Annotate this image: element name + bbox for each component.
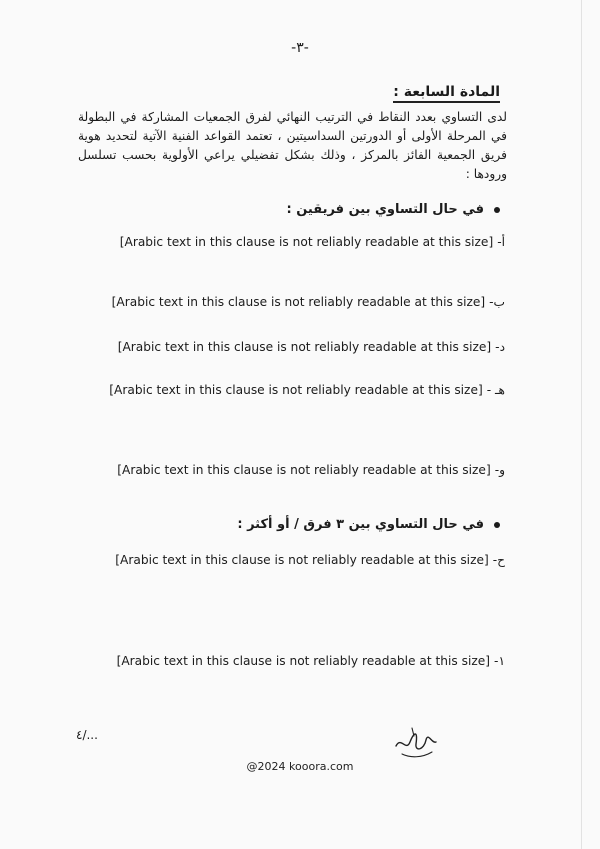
article-intro-paragraph: لدى التساوي بعدد النقاط في الترتيب النهائي لفرق الجمعيات المشاركة في البطولة في المرحلة الأولى أو الدورتين السداسيتين ، تعتمد القواعد الفنية الآتية لتحديد هوية فريق الجمعية الفائز بالمركز ، وذلك بشكل تفضيلي يراعي الأولوية بحسب تسلسل ورودها : bbox=[78, 110, 507, 181]
clause-marker: هـ - bbox=[486, 383, 505, 397]
page-number: -٣- bbox=[291, 40, 309, 56]
clause-alef bbox=[78, 233, 505, 251]
clause-text: [Arabic text in this clause is not reliably readable at this size] bbox=[111, 295, 486, 309]
watermark-text: @2024 kooora.com bbox=[246, 760, 354, 773]
section-heading-three-teams-text: في حال التساوي بين ٣ فرق / أو أكثر : bbox=[237, 517, 484, 532]
clause-marker: ١- bbox=[494, 654, 505, 668]
section-heading-two-teams bbox=[286, 202, 500, 217]
clause-marker: ب- bbox=[489, 295, 505, 309]
section-heading-two-teams-text: في حال التساوي بين فريقين : bbox=[286, 202, 484, 217]
clause-ha bbox=[78, 381, 505, 399]
bullet-icon bbox=[494, 522, 500, 528]
clause-marker: أ- bbox=[497, 235, 505, 249]
clause-marker: و- bbox=[494, 463, 505, 477]
clause-ba bbox=[78, 293, 505, 311]
clause-marker: د- bbox=[495, 340, 505, 354]
clause-text: [Arabic text in this clause is not reliably readable at this size] bbox=[117, 463, 491, 477]
clause-text: [Arabic text in this clause is not reliably readable at this size] bbox=[116, 654, 491, 668]
section-heading-three-teams bbox=[237, 517, 500, 532]
clause-marker: ح- bbox=[492, 553, 505, 567]
clause-hha bbox=[78, 551, 505, 569]
handwritten-signature bbox=[392, 722, 438, 762]
continued-page-marker: ٤/... bbox=[76, 728, 98, 742]
clause-text: [Arabic text in this clause is not reliably readable at this size] bbox=[109, 383, 483, 397]
clause-text: [Arabic text in this clause is not reliably readable at this size] bbox=[115, 553, 489, 567]
clause-text: [Arabic text in this clause is not reliably readable at this size] bbox=[119, 235, 494, 249]
bullet-icon bbox=[494, 207, 500, 213]
clause-one bbox=[78, 652, 505, 670]
clause-dal bbox=[78, 338, 505, 356]
page-edge-line bbox=[581, 0, 582, 849]
clause-text: [Arabic text in this clause is not reliably readable at this size] bbox=[117, 340, 492, 354]
clause-waw bbox=[78, 461, 505, 479]
article-title: المادة السابعة : bbox=[393, 84, 500, 103]
